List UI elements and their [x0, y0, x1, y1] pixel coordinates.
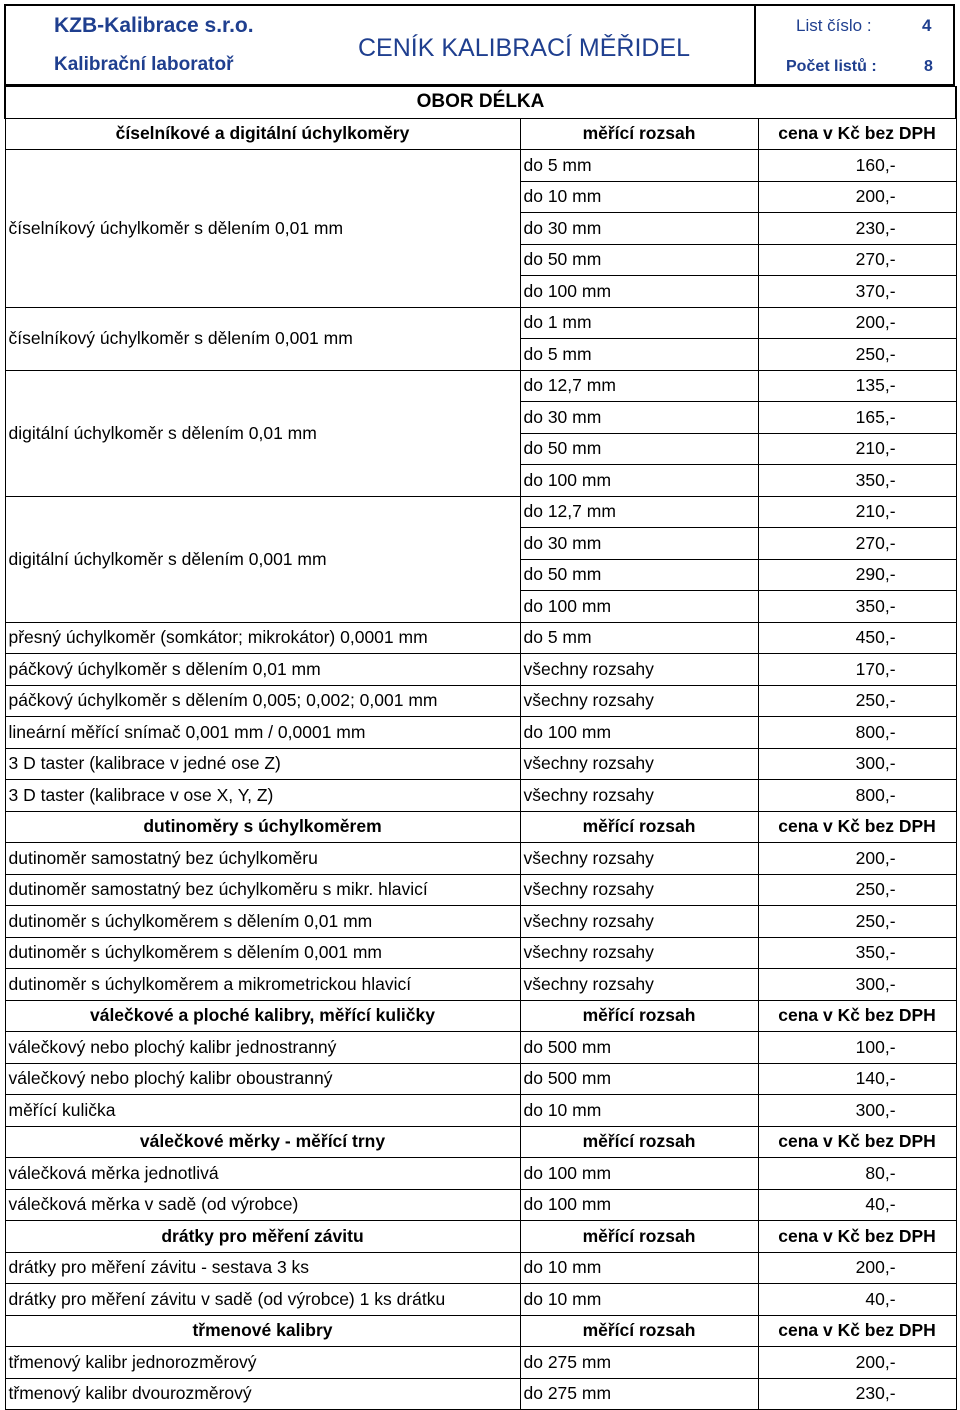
measuring-range: všechny rozsahy [520, 780, 758, 812]
instrument-name: dutinoměr samostatný bez úchylkoměru s mikr. hlavicí [5, 874, 520, 906]
measuring-range: všechny rozsahy [520, 843, 758, 875]
instrument-name: dutinoměr s úchylkoměrem a mikrometrickou hlavicí [5, 969, 520, 1001]
instrument-name: válečková měrka jednotlivá [5, 1158, 520, 1190]
measuring-range: do 50 mm [520, 433, 758, 465]
section-title: OBOR DÉLKA [5, 87, 956, 119]
price: 160,- [758, 150, 956, 182]
price: 250,- [758, 906, 956, 938]
measuring-range: do 100 mm [520, 591, 758, 623]
price: 200,- [758, 843, 956, 875]
category-title: válečkové a ploché kalibry, měřící kuličky [5, 1000, 520, 1032]
range-heading: měřící rozsah [520, 1315, 758, 1347]
measuring-range: všechny rozsahy [520, 654, 758, 686]
instrument-name: číselníkový úchylkoměr s dělením 0,001 mm [5, 307, 520, 370]
table-row [5, 969, 956, 1001]
price: 270,- [758, 528, 956, 560]
instrument-name: číselníkový úchylkoměr s dělením 0,01 mm [5, 150, 520, 308]
table-row [5, 1158, 956, 1190]
table-row [5, 1252, 956, 1284]
measuring-range: do 12,7 mm [520, 370, 758, 402]
category-title: dutinoměry s úchylkoměrem [5, 811, 520, 843]
measuring-range: do 5 mm [520, 622, 758, 654]
price: 350,- [758, 591, 956, 623]
measuring-range: do 12,7 mm [520, 496, 758, 528]
category-header-row [5, 811, 956, 843]
instrument-name: drátky pro měření závitu - sestava 3 ks [5, 1252, 520, 1284]
price: 135,- [758, 370, 956, 402]
price: 800,- [758, 780, 956, 812]
measuring-range: do 50 mm [520, 559, 758, 591]
measuring-range: všechny rozsahy [520, 906, 758, 938]
document-header [4, 4, 955, 86]
company-name: KZB-Kalibrace s.r.o. [54, 14, 254, 37]
table-row [5, 1378, 956, 1410]
document-title: CENÍK KALIBRACÍ MĚŘIDEL [358, 34, 691, 62]
measuring-range: všechny rozsahy [520, 748, 758, 780]
measuring-range: do 275 mm [520, 1347, 758, 1379]
price: 290,- [758, 559, 956, 591]
price-heading: cena v Kč bez DPH [758, 1221, 956, 1253]
range-heading: měřící rozsah [520, 1000, 758, 1032]
table-row [5, 717, 956, 749]
table-row [5, 1189, 956, 1221]
measuring-range: do 50 mm [520, 244, 758, 276]
price: 270,- [758, 244, 956, 276]
category-header-row [5, 1126, 956, 1158]
price: 250,- [758, 685, 956, 717]
price: 350,- [758, 465, 956, 497]
price-heading: cena v Kč bez DPH [758, 1315, 956, 1347]
instrument-name: válečkový nebo plochý kalibr oboustranný [5, 1063, 520, 1095]
lab-name: Kalibrační laboratoř [54, 54, 234, 75]
category-title: číselníkové a digitální úchylkoměry [5, 118, 520, 150]
price: 170,- [758, 654, 956, 686]
measuring-range: do 5 mm [520, 339, 758, 371]
measuring-range: do 30 mm [520, 402, 758, 434]
instrument-name: přesný úchylkoměr (somkátor; mikrokátor) 0,0001 mm [5, 622, 520, 654]
instrument-name: digitální úchylkoměr s dělením 0,001 mm [5, 496, 520, 622]
instrument-name: dutinoměr s úchylkoměrem s dělením 0,001 mm [5, 937, 520, 969]
price: 350,- [758, 937, 956, 969]
price: 200,- [758, 307, 956, 339]
price: 200,- [758, 1252, 956, 1284]
price: 300,- [758, 748, 956, 780]
price: 40,- [758, 1284, 956, 1316]
category-header-row [5, 1315, 956, 1347]
category-header-row [5, 118, 956, 150]
price: 450,- [758, 622, 956, 654]
category-title: válečkové měrky - měřící trny [5, 1126, 520, 1158]
instrument-name: 3 D taster (kalibrace v jedné ose Z) [5, 748, 520, 780]
price: 80,- [758, 1158, 956, 1190]
measuring-range: do 500 mm [520, 1032, 758, 1064]
table-row [5, 654, 956, 686]
price-heading: cena v Kč bez DPH [758, 1126, 956, 1158]
instrument-name: třmenový kalibr dvourozměrový [5, 1378, 520, 1410]
table-row [5, 937, 956, 969]
table-row [5, 843, 956, 875]
table-row [5, 780, 956, 812]
measuring-range: všechny rozsahy [520, 937, 758, 969]
price: 210,- [758, 496, 956, 528]
price: 250,- [758, 339, 956, 371]
measuring-range: všechny rozsahy [520, 969, 758, 1001]
range-heading: měřící rozsah [520, 118, 758, 150]
measuring-range: do 10 mm [520, 1252, 758, 1284]
price: 100,- [758, 1032, 956, 1064]
measuring-range: do 30 mm [520, 528, 758, 560]
category-header-row [5, 1000, 956, 1032]
instrument-name: třmenový kalibr jednorozměrový [5, 1347, 520, 1379]
price: 40,- [758, 1189, 956, 1221]
table-row [5, 874, 956, 906]
price-heading: cena v Kč bez DPH [758, 118, 956, 150]
measuring-range: do 100 mm [520, 1158, 758, 1190]
price: 230,- [758, 213, 956, 245]
range-heading: měřící rozsah [520, 811, 758, 843]
price-heading: cena v Kč bez DPH [758, 811, 956, 843]
price: 140,- [758, 1063, 956, 1095]
instrument-name: válečkový nebo plochý kalibr jednostranný [5, 1032, 520, 1064]
price: 165,- [758, 402, 956, 434]
measuring-range: do 5 mm [520, 150, 758, 182]
measuring-range: do 10 mm [520, 181, 758, 213]
measuring-range: do 275 mm [520, 1378, 758, 1410]
measuring-range: do 100 mm [520, 276, 758, 308]
measuring-range: do 500 mm [520, 1063, 758, 1095]
table-row [5, 307, 956, 339]
table-row [5, 1284, 956, 1316]
measuring-range: do 1 mm [520, 307, 758, 339]
instrument-name: lineární měřící snímač 0,001 mm / 0,0001 mm [5, 717, 520, 749]
table-row [5, 150, 956, 182]
range-heading: měřící rozsah [520, 1221, 758, 1253]
measuring-range: všechny rozsahy [520, 874, 758, 906]
price-table [4, 86, 957, 1410]
instrument-name: dutinoměr samostatný bez úchylkoměru [5, 843, 520, 875]
price: 370,- [758, 276, 956, 308]
table-row [5, 1095, 956, 1127]
price: 800,- [758, 717, 956, 749]
table-row [5, 748, 956, 780]
price: 210,- [758, 433, 956, 465]
sheet-count-label: Počet listů : [786, 58, 877, 75]
price: 200,- [758, 1347, 956, 1379]
measuring-range: všechny rozsahy [520, 685, 758, 717]
table-row [5, 370, 956, 402]
table-row [5, 685, 956, 717]
measuring-range: do 10 mm [520, 1284, 758, 1316]
price: 250,- [758, 874, 956, 906]
instrument-name: drátky pro měření závitu v sadě (od výrobce) 1 ks drátku [5, 1284, 520, 1316]
measuring-range: do 100 mm [520, 465, 758, 497]
instrument-name: páčkový úchylkoměr s dělením 0,01 mm [5, 654, 520, 686]
sheet-number-label: List číslo : [796, 16, 872, 35]
table-row [5, 906, 956, 938]
price-heading: cena v Kč bez DPH [758, 1000, 956, 1032]
table-row [5, 1347, 956, 1379]
header-divider [754, 6, 756, 84]
instrument-name: měřící kulička [5, 1095, 520, 1127]
table-row [5, 496, 956, 528]
table-row [5, 1063, 956, 1095]
sheet-number-value: 4 [922, 16, 932, 35]
instrument-name: digitální úchylkoměr s dělením 0,01 mm [5, 370, 520, 496]
category-title: třmenové kalibry [5, 1315, 520, 1347]
table-row [5, 1032, 956, 1064]
measuring-range: do 100 mm [520, 1189, 758, 1221]
price: 300,- [758, 969, 956, 1001]
price: 230,- [758, 1378, 956, 1410]
category-title: drátky pro měření závitu [5, 1221, 520, 1253]
price: 300,- [758, 1095, 956, 1127]
measuring-range: do 100 mm [520, 717, 758, 749]
instrument-name: páčkový úchylkoměr s dělením 0,005; 0,002; 0,001 mm [5, 685, 520, 717]
instrument-name: válečková měrka v sadě (od výrobce) [5, 1189, 520, 1221]
table-row [5, 622, 956, 654]
instrument-name: dutinoměr s úchylkoměrem s dělením 0,01 mm [5, 906, 520, 938]
sheet-count-value: 8 [924, 58, 933, 75]
price: 200,- [758, 181, 956, 213]
instrument-name: 3 D taster (kalibrace v ose X, Y, Z) [5, 780, 520, 812]
measuring-range: do 30 mm [520, 213, 758, 245]
category-header-row [5, 1221, 956, 1253]
range-heading: měřící rozsah [520, 1126, 758, 1158]
measuring-range: do 10 mm [520, 1095, 758, 1127]
